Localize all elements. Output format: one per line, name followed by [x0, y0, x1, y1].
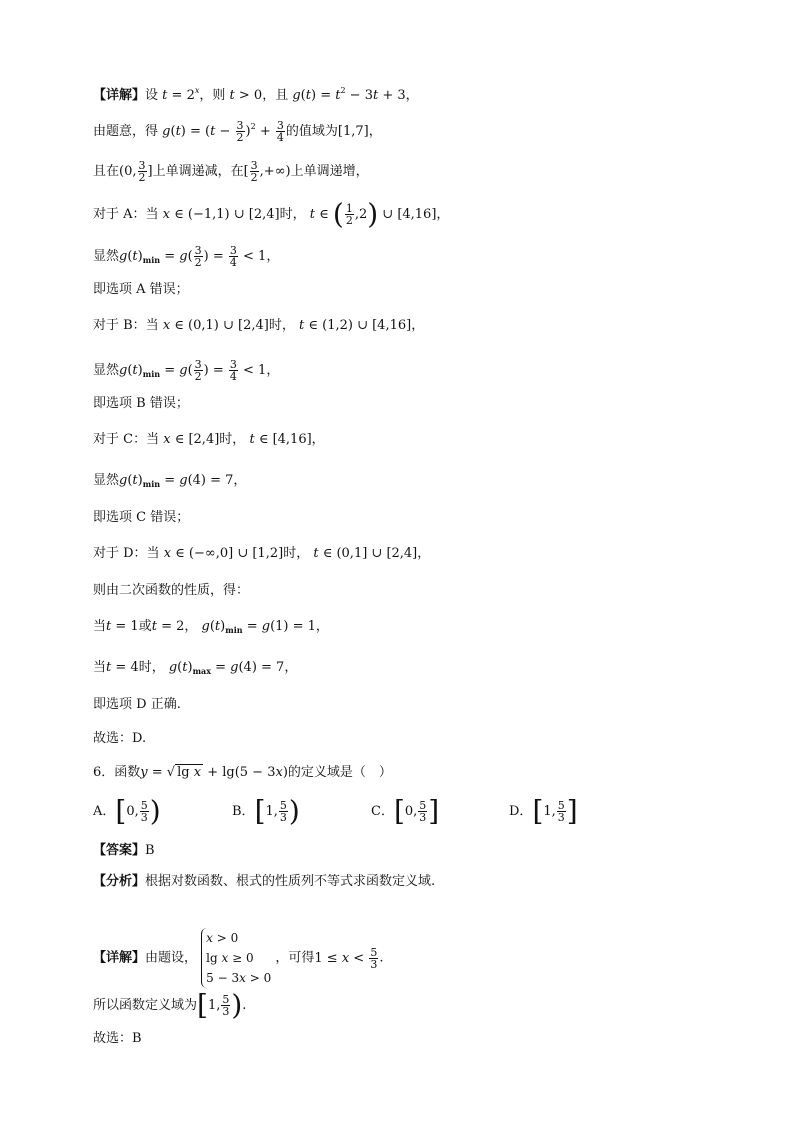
math-expr: x ∈ (−∞,0] ∪ [1,2] — [163, 546, 284, 561]
analysis-tag: 【分析】 — [93, 874, 146, 889]
question-number: 6．函数 — [93, 765, 141, 780]
solution-line-6: 即选项 A 错误； — [93, 282, 189, 297]
text: 显然 — [93, 363, 120, 378]
answer-value: B — [145, 843, 155, 858]
text: 时， — [268, 318, 295, 333]
math-expr: t ∈ (1,2) ∪ [4,16] — [299, 318, 412, 333]
text: 的值域为 — [285, 124, 338, 139]
math-expr: y = √ lg x + lg(5 − 3x) — [140, 765, 288, 780]
text: 设 — [145, 88, 159, 103]
analysis-text: 根据对数函数、根式的性质列不等式求函数定义域. — [145, 874, 436, 889]
text: 由题意，得 — [93, 124, 159, 139]
option-d — [509, 794, 578, 828]
analysis-line — [93, 873, 435, 891]
detail-tag: 【详解】 — [93, 88, 146, 103]
inequality-system: x > 0 lg x ≥ 0 5 − 3x > 0 — [201, 928, 271, 988]
text: 时， — [279, 207, 306, 222]
option-label: A． — [93, 804, 116, 819]
solution-line-8: 显然$g(t)_{min} = g$( $\frac{3}{2}$ ) = $\frac{3}{4}$ < 1， — [93, 358, 280, 383]
detail-line: 【详解】由题设， x > 0 lg x ≥ 0 5 − 3x > 0 ，可得1 ≤ x < $\frac{5}{3}$ . — [93, 928, 383, 988]
solution-line-5: 显然$g(t)_{min} = g$( $\frac{3}{2}$ ) = $\frac{3}{4}$ < 1， — [93, 244, 280, 269]
text: 对于 C：当 — [93, 432, 160, 447]
text: 且在 — [93, 164, 120, 179]
solution-line-15: 当t = 1或t = 2， $g(t)_{min} = g(1) = 1$， — [93, 619, 329, 635]
text: ，且 — [262, 88, 289, 103]
solution-line-7: 对于 B：当 x ∈ (0,1) ∪ [2,4]时， t ∈ (1,2) ∪ [4,16]， — [93, 318, 425, 333]
math-expr: [0, $\frac{5}{3}$ ) — [115, 794, 161, 828]
solution-line-13: 对于 D：当 x ∈ (−∞,0] ∪ [1,2]时， t ∈ (0,1] ∪ [2,4]， — [93, 546, 431, 561]
math-expr: $g(t)_{min} = g$( $\frac{3}{2}$ ) = $\frac{3}{4}$ < 1 — [119, 244, 267, 269]
math-expr: [1,7] — [337, 124, 369, 139]
question-6-stem — [93, 764, 392, 782]
text: ，可得 — [275, 950, 315, 966]
text: 显然 — [93, 473, 120, 488]
math-expr: x ∈ (0,1) ∪ [2,4] — [162, 318, 269, 333]
option-label: B． — [232, 804, 255, 819]
solution-line-10: 对于 C：当 x ∈ [2,4]时， t ∈ [4,16]， — [93, 432, 325, 447]
math-expr: [ $\frac{3}{2}$ ,+∞) — [243, 159, 291, 184]
math-expr: t = 2 — [151, 619, 185, 634]
math-expr: t — [229, 88, 235, 103]
solution-line-17: 即选项 D 正确. — [93, 697, 181, 712]
text: 当 — [93, 619, 107, 634]
math-expr: t ∈ ( $\frac{1}{2}$ ,2) ∪ [4,16] — [309, 197, 437, 231]
math-expr: $g(t)_{min} = g(1) = 1$ — [201, 619, 316, 635]
solution-line-11: 显然$g(t)_{min} = g(4) = 7$， — [93, 473, 247, 489]
text: ，则 — [199, 88, 226, 103]
text: 对于 B：当 — [93, 318, 159, 333]
conclusion-line: 所以函数定义域为[1, $\frac{5}{3}$ ). — [93, 988, 247, 1022]
text: 上单调递增， — [290, 164, 369, 179]
text: 显然 — [93, 249, 120, 264]
math-expr: (0, $\frac{3}{2}$ ] — [119, 159, 153, 184]
text: 所以函数定义域为 — [93, 998, 198, 1013]
text: 由题设， — [145, 950, 198, 966]
text: 当 — [93, 660, 107, 675]
solution-line-18: 故选：D. — [93, 731, 147, 746]
math-expr: x ∈ [2,4] — [163, 432, 220, 447]
solution-line-14: 则由二次函数的性质，得： — [93, 583, 250, 598]
text: 对于 D：当 — [93, 546, 160, 561]
text: 时， — [283, 546, 310, 561]
math-expr: [1, $\frac{5}{3}$ ) — [197, 988, 243, 1022]
detail-tag: 【详解】 — [93, 950, 146, 966]
solution-line-16: 当t = 4时， $g(t)_{max} = g(4) = 7$， — [93, 660, 298, 676]
solution-line-4: 对于 A：当 x ∈ (−1,1) ∪ [2,4]时， t ∈ ( $\frac{1}{2}$ ,2) ∪ [4,16]， — [93, 197, 450, 231]
solution-line-12: 即选项 C 错误； — [93, 510, 190, 525]
math-expr: t = 4 — [106, 660, 139, 675]
text: 上单调递减，在 — [152, 164, 244, 179]
math-expr: t ∈ [4,16] — [249, 432, 312, 447]
math-expr: g(t) = (t − $\frac{3}{2}$ )$^2$ + $\frac{3}{4}$ — [162, 119, 284, 144]
math-expr: $g(t)_{min} = g(4) = 7$ — [119, 473, 234, 489]
math-expr: [0, $\frac{5}{3}$ ] — [393, 794, 440, 828]
math-expr: t = 1 — [106, 619, 139, 634]
solution-line-3 — [93, 160, 369, 183]
text: 对于 A：当 — [93, 207, 159, 222]
text: ， — [405, 88, 419, 103]
math-expr: t ∈ (0,1] ∪ [2,4] — [313, 546, 418, 561]
option-label: C． — [371, 804, 394, 819]
text: 的定义域是（ ） — [287, 765, 392, 780]
choose-line: 故选：B — [93, 1031, 142, 1046]
solution-line-2: 由题意，得 g(t) = (t − $\frac{3}{2}$ )$^2$ + $\frac{3}{4}$ 的值域为[1,7]， — [93, 119, 382, 144]
text: 时， — [138, 660, 165, 675]
option-c — [371, 794, 440, 828]
answer-tag: 【答案】 — [93, 843, 146, 858]
text: 或 — [138, 619, 152, 634]
math-expr: [1, $\frac{5}{3}$ ] — [532, 794, 578, 828]
option-a — [93, 794, 161, 828]
option-label: D． — [509, 804, 533, 819]
math-expr: [1, $\frac{5}{3}$ ) — [254, 794, 300, 828]
math-expr: x ∈ (−1,1) ∪ [2,4] — [162, 207, 280, 222]
math-expr: 1 ≤ x < $\frac{5}{3}$ — [314, 945, 378, 971]
math-expr: g — [292, 88, 301, 103]
solution-line-1: 【详解】设 $t = 2^x$，则 t > 0，且 $g(t) = t^2 - 3t + 3$， — [93, 86, 419, 103]
option-b — [232, 794, 300, 828]
math-expr: $g(t)_{max} = g(4) = 7$ — [168, 660, 285, 676]
answer-line — [93, 842, 155, 860]
math-expr: $g(t)_{min} = g$( $\frac{3}{2}$ ) = $\frac{3}{4}$ < 1 — [119, 358, 267, 383]
text: 时， — [219, 432, 246, 447]
math-expr: t — [162, 88, 168, 103]
solution-line-9: 即选项 B 错误； — [93, 396, 189, 411]
